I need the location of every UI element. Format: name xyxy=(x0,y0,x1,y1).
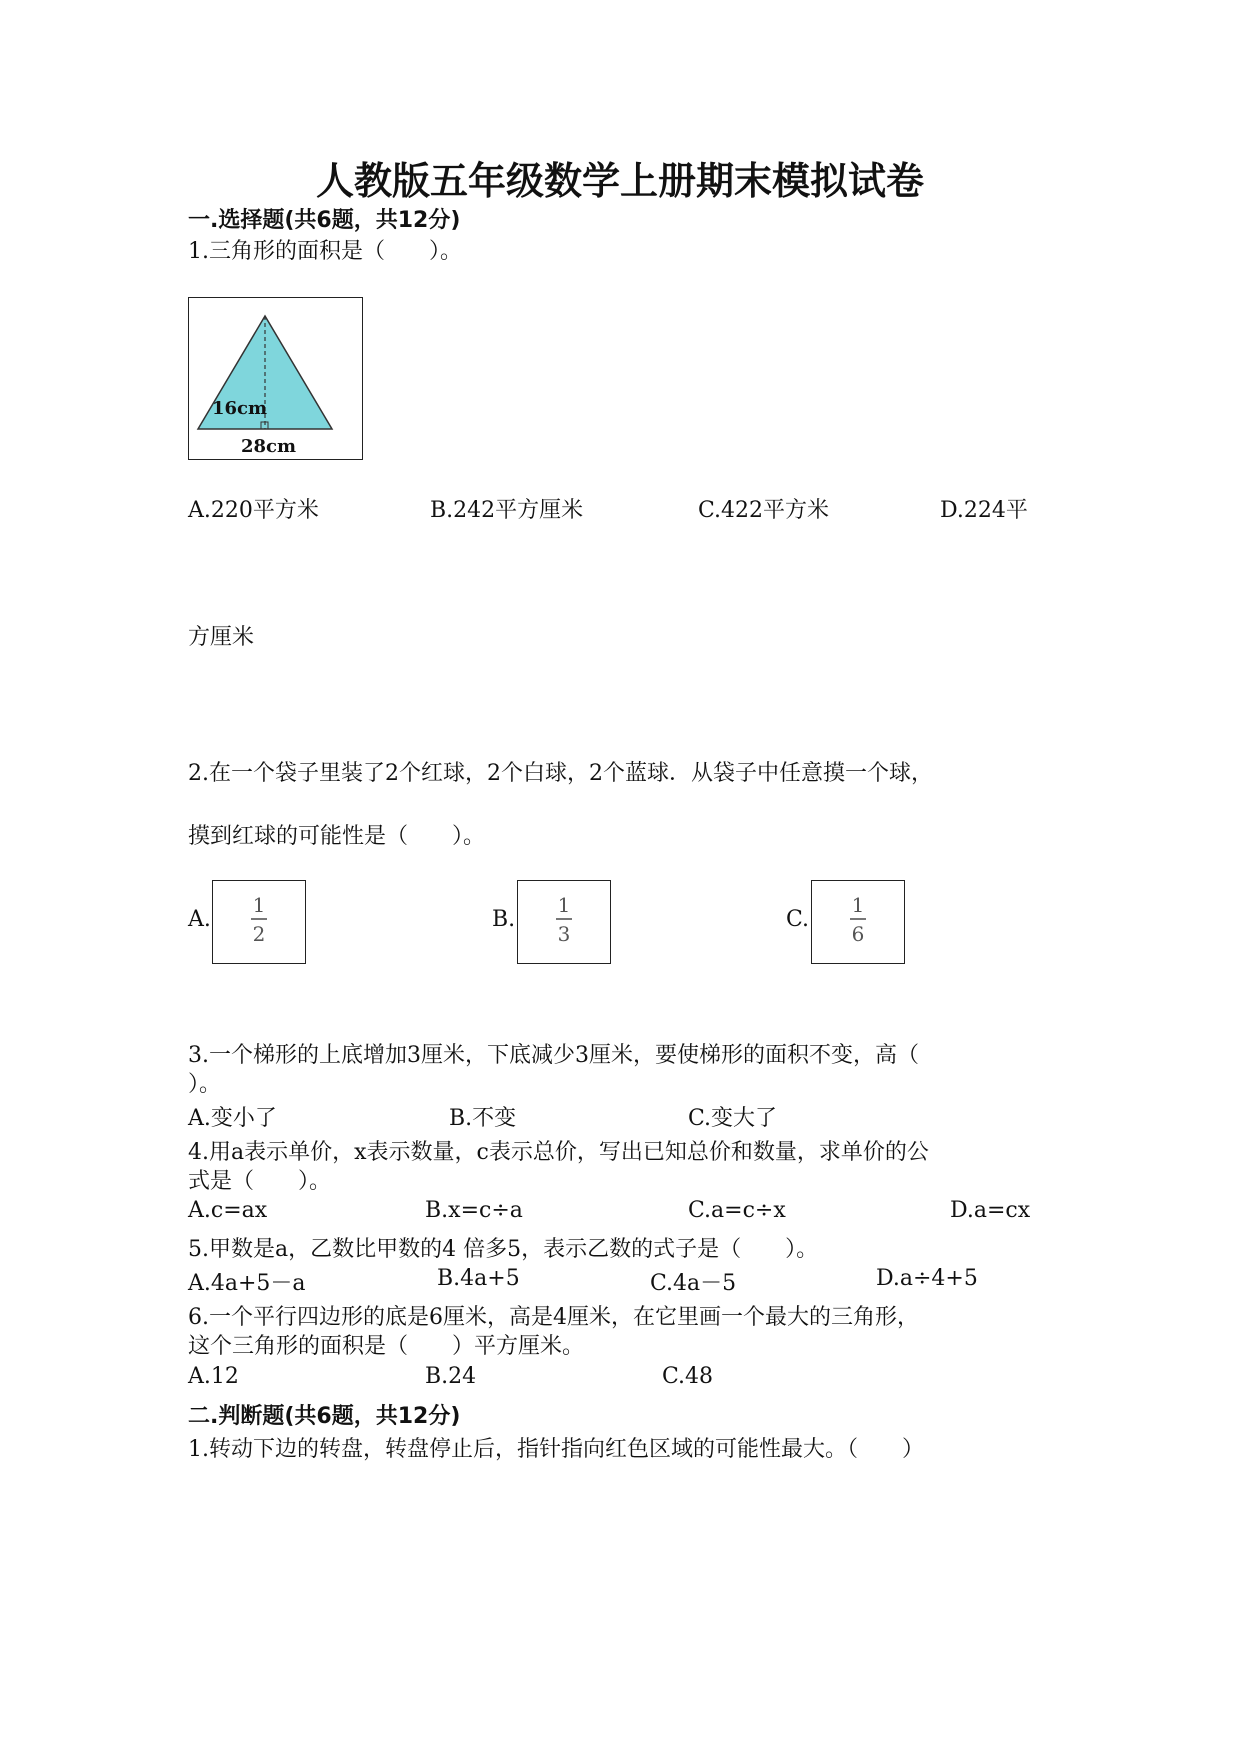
section-heading-choice: 一.选择题(共6题，共12分) xyxy=(188,208,461,233)
q2-option-a-label[interactable]: A. xyxy=(188,907,211,932)
q4-option-d[interactable]: D.a=cx xyxy=(950,1198,1031,1223)
base-label: 28cm xyxy=(241,436,297,457)
q3-option-c[interactable]: C.变大了 xyxy=(688,1106,778,1131)
q4-option-b[interactable]: B.x=c÷a xyxy=(425,1198,523,1223)
q1-option-b[interactable]: B.242平方厘米 xyxy=(430,498,584,523)
section-heading-judgement: 二.判断题(共6题，共12分) xyxy=(188,1404,461,1429)
q1-option-c[interactable]: C.422平方米 xyxy=(698,498,830,523)
q6-option-b[interactable]: B.24 xyxy=(425,1364,477,1389)
q6-option-a[interactable]: A.12 xyxy=(188,1364,239,1389)
q5-option-c[interactable]: C.4a－5 xyxy=(650,1271,737,1296)
q5-option-a[interactable]: A.4a+5－a xyxy=(188,1271,306,1296)
triangle-diagram xyxy=(189,298,362,459)
question-6-line-2: 这个三角形的面积是（ ）平方厘米。 xyxy=(188,1334,585,1359)
q4-option-a[interactable]: A.c=ax xyxy=(188,1198,268,1223)
q2-option-c-fraction-box[interactable] xyxy=(811,880,905,964)
question-4-line-2: 式是（ ）。 xyxy=(188,1169,332,1194)
q3-option-b[interactable]: B.不变 xyxy=(449,1106,517,1131)
question-3-line-2: ）。 xyxy=(188,1072,222,1097)
question-2-line-1: 2.在一个袋子里装了2个红球，2个白球，2个蓝球．从袋子中任意摸一个球， xyxy=(188,761,933,786)
q2-option-b-fraction-box[interactable] xyxy=(517,880,611,964)
q2-option-a-fraction-box[interactable] xyxy=(212,880,306,964)
q2-option-b-label[interactable]: B. xyxy=(492,907,516,932)
page-title: 人教版五年级数学上册期末模拟试卷 xyxy=(315,159,924,203)
q1-option-a[interactable]: A.220平方米 xyxy=(188,498,319,523)
question-5-text: 5.甲数是a，乙数比甲数的4 倍多5，表示乙数的式子是（ ）。 xyxy=(188,1237,819,1262)
triangle-figure xyxy=(188,297,363,460)
q5-option-d[interactable]: D.a÷4+5 xyxy=(876,1266,978,1291)
q1-option-d[interactable]: D.224平 xyxy=(940,498,1028,523)
q2-option-c-label[interactable]: C. xyxy=(786,907,810,932)
q1-option-d-continued: 方厘米 xyxy=(188,625,255,650)
fraction-one-half: 1 2 xyxy=(252,893,266,946)
question-1-text: 1.三角形的面积是（ ）。 xyxy=(188,239,462,264)
q5-option-b[interactable]: B.4a+5 xyxy=(437,1266,520,1291)
question-6-line-1: 6.一个平行四边形的底是6厘米，高是4厘米，在它里画一个最大的三角形， xyxy=(188,1305,919,1330)
fraction-one-third: 1 3 xyxy=(557,893,571,946)
judgement-1-text: 1.转动下边的转盘，转盘停止后，指针指向红色区域的可能性最大。（ ） xyxy=(188,1437,924,1462)
fraction-one-sixth: 1 6 xyxy=(851,893,865,946)
question-4-line-1: 4.用a表示单价，x表示数量，c表示总价，写出已知总价和数量，求单价的公 xyxy=(188,1140,929,1165)
q6-option-c[interactable]: C.48 xyxy=(662,1364,714,1389)
q4-option-c[interactable]: C.a=c÷x xyxy=(688,1198,786,1223)
question-3-line-1: 3.一个梯形的上底增加3厘米，下底减少3厘米，要使梯形的面积不变，高（ xyxy=(188,1043,919,1068)
height-label: 16cm xyxy=(212,398,268,419)
question-2-line-2: 摸到红球的可能性是（ ）。 xyxy=(188,824,486,849)
q3-option-a[interactable]: A.变小了 xyxy=(188,1106,277,1131)
